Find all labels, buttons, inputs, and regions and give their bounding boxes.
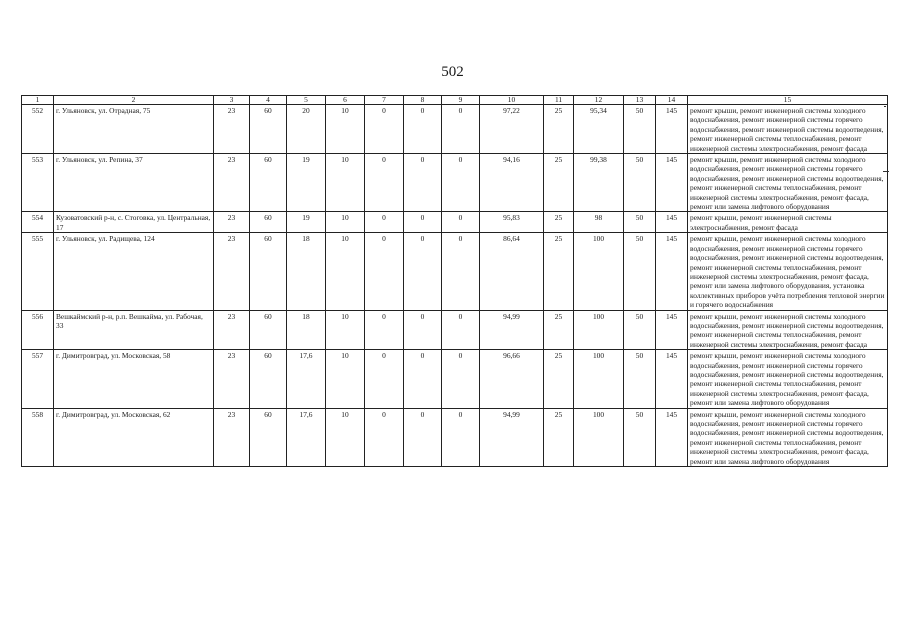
table-cell: 50 bbox=[624, 212, 656, 233]
column-header: 2 bbox=[54, 96, 214, 105]
table-cell: 95,34 bbox=[574, 105, 624, 154]
table-cell: 94,16 bbox=[480, 154, 544, 212]
works-cell: ремонт крыши, ремонт инженерной системы холодного водоснабжения, ремонт инженерной системы горячего водоснабжения, ремонт инженерной системы водоотведения, ремонт инженерной системы теплоснабжения, ремонт инженерной системы электроснабжения, ремонт фасада, ремонт или замена лифтового оборудования bbox=[688, 154, 888, 212]
table-cell: 60 bbox=[250, 212, 287, 233]
table-cell: 17,6 bbox=[287, 350, 326, 408]
column-header: 5 bbox=[287, 96, 326, 105]
table-row bbox=[22, 350, 888, 408]
column-header: 14 bbox=[656, 96, 688, 105]
table-cell: 50 bbox=[624, 233, 656, 310]
table-row bbox=[22, 233, 888, 310]
address-cell: г. Ульяновск, ул. Репина, 37 bbox=[54, 154, 214, 212]
table-cell: 23 bbox=[214, 154, 250, 212]
column-header: 7 bbox=[365, 96, 404, 105]
table-cell: 0 bbox=[442, 350, 480, 408]
table-cell: 97,22 bbox=[480, 105, 544, 154]
table-cell: 553 bbox=[22, 154, 54, 212]
table-cell: 10 bbox=[326, 408, 365, 466]
table-cell: 0 bbox=[365, 233, 404, 310]
table-cell: 99,38 bbox=[574, 154, 624, 212]
header-row bbox=[22, 96, 888, 105]
table-cell: 20 bbox=[287, 105, 326, 154]
table-cell: 0 bbox=[442, 105, 480, 154]
table-cell: 60 bbox=[250, 154, 287, 212]
table-cell: 0 bbox=[404, 310, 442, 350]
works-cell: ремонт крыши, ремонт инженерной системы холодного водоснабжения, ремонт инженерной системы горячего водоснабжения, ремонт инженерной системы водоотведения, ремонт инженерной системы теплоснабжения, ремонт инженерной системы электроснабжения, ремонт фасада, ремонт или замена лифтового оборудования, установка коллективных приборов учёта потребления тепловой энергии и горячего водоснабжения bbox=[688, 233, 888, 310]
table-cell: 100 bbox=[574, 408, 624, 466]
column-header: 3 bbox=[214, 96, 250, 105]
works-cell: ремонт крыши, ремонт инженерной системы холодного водоснабжения, ремонт инженерной системы горячего водоснабжения, ремонт инженерной системы водоотведения, ремонт инженерной системы теплоснабжения, ремонт инженерной системы электроснабжения, ремонт фасада, ремонт или замена лифтового оборудования bbox=[688, 408, 888, 466]
table-cell: 25 bbox=[544, 212, 574, 233]
table-cell: 25 bbox=[544, 350, 574, 408]
table-cell: 0 bbox=[442, 212, 480, 233]
registry-table bbox=[21, 95, 888, 467]
table-cell: 145 bbox=[656, 154, 688, 212]
table-cell: 558 bbox=[22, 408, 54, 466]
table-cell: 10 bbox=[326, 350, 365, 408]
address-cell: Кузоватовский р-н, с. Стоговка, ул. Центральная, 17 bbox=[54, 212, 214, 233]
scan-mark bbox=[884, 106, 886, 107]
column-header: 8 bbox=[404, 96, 442, 105]
table-cell: 555 bbox=[22, 233, 54, 310]
column-header: 15 bbox=[688, 96, 888, 105]
table-cell: 0 bbox=[442, 154, 480, 212]
table-cell: 23 bbox=[214, 212, 250, 233]
table-cell: 60 bbox=[250, 105, 287, 154]
table-cell: 554 bbox=[22, 212, 54, 233]
address-cell: г. Димитровград, ул. Московская, 58 bbox=[54, 350, 214, 408]
column-header: 11 bbox=[544, 96, 574, 105]
table-cell: 60 bbox=[250, 350, 287, 408]
column-header: 1 bbox=[22, 96, 54, 105]
address-cell: г. Димитровград, ул. Московская, 62 bbox=[54, 408, 214, 466]
table-cell: 552 bbox=[22, 105, 54, 154]
table-row bbox=[22, 154, 888, 212]
table-body bbox=[22, 96, 888, 467]
table-cell: 10 bbox=[326, 212, 365, 233]
table-cell: 25 bbox=[544, 105, 574, 154]
table-cell: 10 bbox=[326, 154, 365, 212]
table-cell: 556 bbox=[22, 310, 54, 350]
table-cell: 0 bbox=[442, 408, 480, 466]
table-cell: 0 bbox=[365, 350, 404, 408]
table-cell: 0 bbox=[404, 212, 442, 233]
table-cell: 100 bbox=[574, 350, 624, 408]
table-cell: 0 bbox=[365, 408, 404, 466]
table-cell: 23 bbox=[214, 233, 250, 310]
table-cell: 17,6 bbox=[287, 408, 326, 466]
table-cell: 50 bbox=[624, 408, 656, 466]
table-cell: 0 bbox=[404, 154, 442, 212]
table-cell: 145 bbox=[656, 233, 688, 310]
table-cell: 50 bbox=[624, 105, 656, 154]
table-cell: 100 bbox=[574, 310, 624, 350]
table-cell: 0 bbox=[404, 105, 442, 154]
column-header: 13 bbox=[624, 96, 656, 105]
table-cell: 23 bbox=[214, 310, 250, 350]
table-cell: 145 bbox=[656, 408, 688, 466]
table-cell: 0 bbox=[365, 154, 404, 212]
table-cell: 50 bbox=[624, 310, 656, 350]
table-cell: 94,99 bbox=[480, 408, 544, 466]
table-cell: 10 bbox=[326, 310, 365, 350]
table-cell: 23 bbox=[214, 408, 250, 466]
works-cell: ремонт крыши, ремонт инженерной системы холодного водоснабжения, ремонт инженерной системы горячего водоснабжения, ремонт инженерной системы водоотведения, ремонт инженерной системы теплоснабжения, ремонт инженерной системы электроснабжения, ремонт фасада bbox=[688, 105, 888, 154]
column-header: 6 bbox=[326, 96, 365, 105]
table-cell: 10 bbox=[326, 233, 365, 310]
table-cell: 25 bbox=[544, 310, 574, 350]
column-header: 4 bbox=[250, 96, 287, 105]
table-cell: 18 bbox=[287, 310, 326, 350]
table-cell: 86,64 bbox=[480, 233, 544, 310]
page-number: 502 bbox=[441, 64, 464, 80]
table-cell: 23 bbox=[214, 350, 250, 408]
table-cell: 0 bbox=[442, 310, 480, 350]
address-cell: г. Ульяновск, ул. Радищева, 124 bbox=[54, 233, 214, 310]
table-cell: 94,99 bbox=[480, 310, 544, 350]
table-cell: 145 bbox=[656, 350, 688, 408]
table-cell: 50 bbox=[624, 350, 656, 408]
table-cell: 60 bbox=[250, 310, 287, 350]
table-cell: 23 bbox=[214, 105, 250, 154]
table-cell: 145 bbox=[656, 105, 688, 154]
table-cell: 19 bbox=[287, 212, 326, 233]
table-cell: 0 bbox=[365, 105, 404, 154]
table-cell: 557 bbox=[22, 350, 54, 408]
table-row bbox=[22, 408, 888, 466]
table-row bbox=[22, 212, 888, 233]
table-cell: 25 bbox=[544, 154, 574, 212]
scan-mark bbox=[883, 171, 889, 172]
column-header: 12 bbox=[574, 96, 624, 105]
table-cell: 25 bbox=[544, 233, 574, 310]
table-cell: 0 bbox=[404, 408, 442, 466]
address-cell: г. Ульяновск, ул. Отрадная, 75 bbox=[54, 105, 214, 154]
table-cell: 95,83 bbox=[480, 212, 544, 233]
column-header: 9 bbox=[442, 96, 480, 105]
table-cell: 0 bbox=[442, 233, 480, 310]
table-cell: 0 bbox=[365, 310, 404, 350]
table-cell: 145 bbox=[656, 212, 688, 233]
table-cell: 98 bbox=[574, 212, 624, 233]
works-cell: ремонт крыши, ремонт инженерной системы холодного водоснабжения, ремонт инженерной системы водоотведения, ремонт инженерной системы теплоснабжения, ремонт инженерной системы электроснабжения, ремонт фасада bbox=[688, 310, 888, 350]
table-cell: 145 bbox=[656, 310, 688, 350]
table-cell: 96,66 bbox=[480, 350, 544, 408]
works-cell: ремонт крыши, ремонт инженерной системы холодного водоснабжения, ремонт инженерной системы горячего водоснабжения, ремонт инженерной системы водоотведения, ремонт инженерной системы теплоснабжения, ремонт инженерной системы электроснабжения, ремонт фасада, ремонт или замена лифтового оборудования bbox=[688, 350, 888, 408]
table-cell: 25 bbox=[544, 408, 574, 466]
table-cell: 10 bbox=[326, 105, 365, 154]
table-cell: 100 bbox=[574, 233, 624, 310]
address-cell: Вешкаймский р-н, р.п. Вешкайма, ул. Рабочая, 33 bbox=[54, 310, 214, 350]
works-cell: ремонт крыши, ремонт инженерной системы электроснабжения, ремонт фасада bbox=[688, 212, 888, 233]
column-header: 10 bbox=[480, 96, 544, 105]
table-cell: 0 bbox=[404, 350, 442, 408]
table-cell: 19 bbox=[287, 154, 326, 212]
table-cell: 18 bbox=[287, 233, 326, 310]
table-cell: 0 bbox=[404, 233, 442, 310]
table-cell: 50 bbox=[624, 154, 656, 212]
table-cell: 60 bbox=[250, 233, 287, 310]
table-row bbox=[22, 105, 888, 154]
table-cell: 60 bbox=[250, 408, 287, 466]
table-row bbox=[22, 310, 888, 350]
table-cell: 0 bbox=[365, 212, 404, 233]
